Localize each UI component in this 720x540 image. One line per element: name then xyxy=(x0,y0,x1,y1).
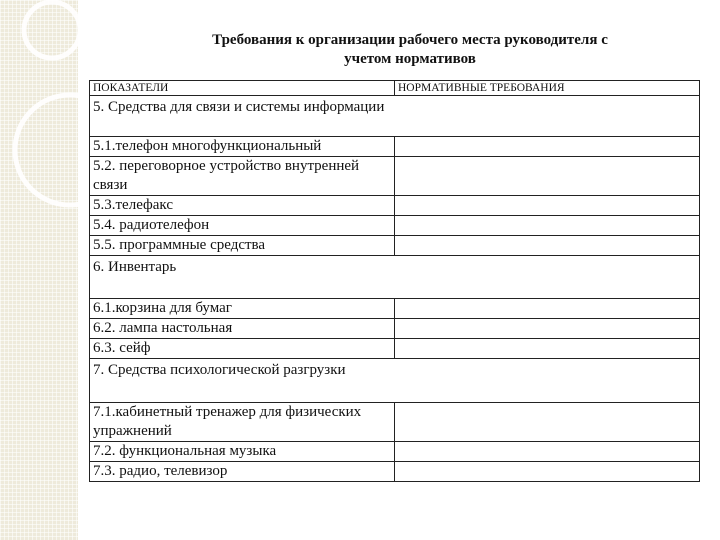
header-requirements: НОРМАТИВНЫЕ ТРЕБОВАНИЯ xyxy=(395,81,700,96)
decorative-side-band xyxy=(0,0,78,540)
table-row xyxy=(90,442,700,462)
title-line-1: Требования к организации рабочего места руководителя с xyxy=(212,32,608,48)
table-row xyxy=(90,216,700,236)
table-row xyxy=(90,137,700,157)
item-7-1: 7.1.кабинетный тренажер для физических упражнений xyxy=(90,403,395,442)
table-row xyxy=(90,403,700,442)
item-7-2: 7.2. функциональная музыка xyxy=(90,442,395,462)
table-row xyxy=(90,196,700,216)
requirement-cell xyxy=(395,196,700,216)
requirement-cell xyxy=(395,157,700,196)
section-row xyxy=(90,96,700,137)
table-row xyxy=(90,157,700,196)
item-5-3: 5.3.телефакс xyxy=(90,196,395,216)
table-header-row xyxy=(90,81,700,96)
section-row xyxy=(90,359,700,403)
item-6-1: 6.1.корзина для бумаг xyxy=(90,299,395,319)
requirement-cell xyxy=(395,442,700,462)
page-title xyxy=(150,31,670,69)
section-5: 5. Средства для связи и системы информации xyxy=(90,96,700,137)
requirement-cell xyxy=(395,236,700,256)
table-row xyxy=(90,299,700,319)
requirement-cell xyxy=(395,339,700,359)
header-indicators: ПОКАЗАТЕЛИ xyxy=(90,81,395,96)
requirement-cell xyxy=(395,299,700,319)
table-row xyxy=(90,339,700,359)
section-row xyxy=(90,256,700,299)
item-5-2: 5.2. переговорное устройство внутренней связи xyxy=(90,157,395,196)
section-7: 7. Средства психологической разгрузки xyxy=(90,359,700,403)
table-row xyxy=(90,319,700,339)
requirement-cell xyxy=(395,462,700,482)
table-row xyxy=(90,236,700,256)
requirement-cell xyxy=(395,319,700,339)
table-row xyxy=(90,462,700,482)
item-5-1: 5.1.телефон многофункциональный xyxy=(90,137,395,157)
title-line-2: учетом нормативов xyxy=(344,51,476,67)
item-7-3: 7.3. радио, телевизор xyxy=(90,462,395,482)
requirement-cell xyxy=(395,216,700,236)
section-6: 6. Инвентарь xyxy=(90,256,700,299)
item-6-3: 6.3. сейф xyxy=(90,339,395,359)
requirements-table xyxy=(89,80,700,482)
requirement-cell xyxy=(395,403,700,442)
decorative-circles xyxy=(0,0,78,540)
item-6-2: 6.2. лампа настольная xyxy=(90,319,395,339)
item-5-4: 5.4. радиотелефон xyxy=(90,216,395,236)
requirement-cell xyxy=(395,137,700,157)
item-5-5: 5.5. программные средства xyxy=(90,236,395,256)
